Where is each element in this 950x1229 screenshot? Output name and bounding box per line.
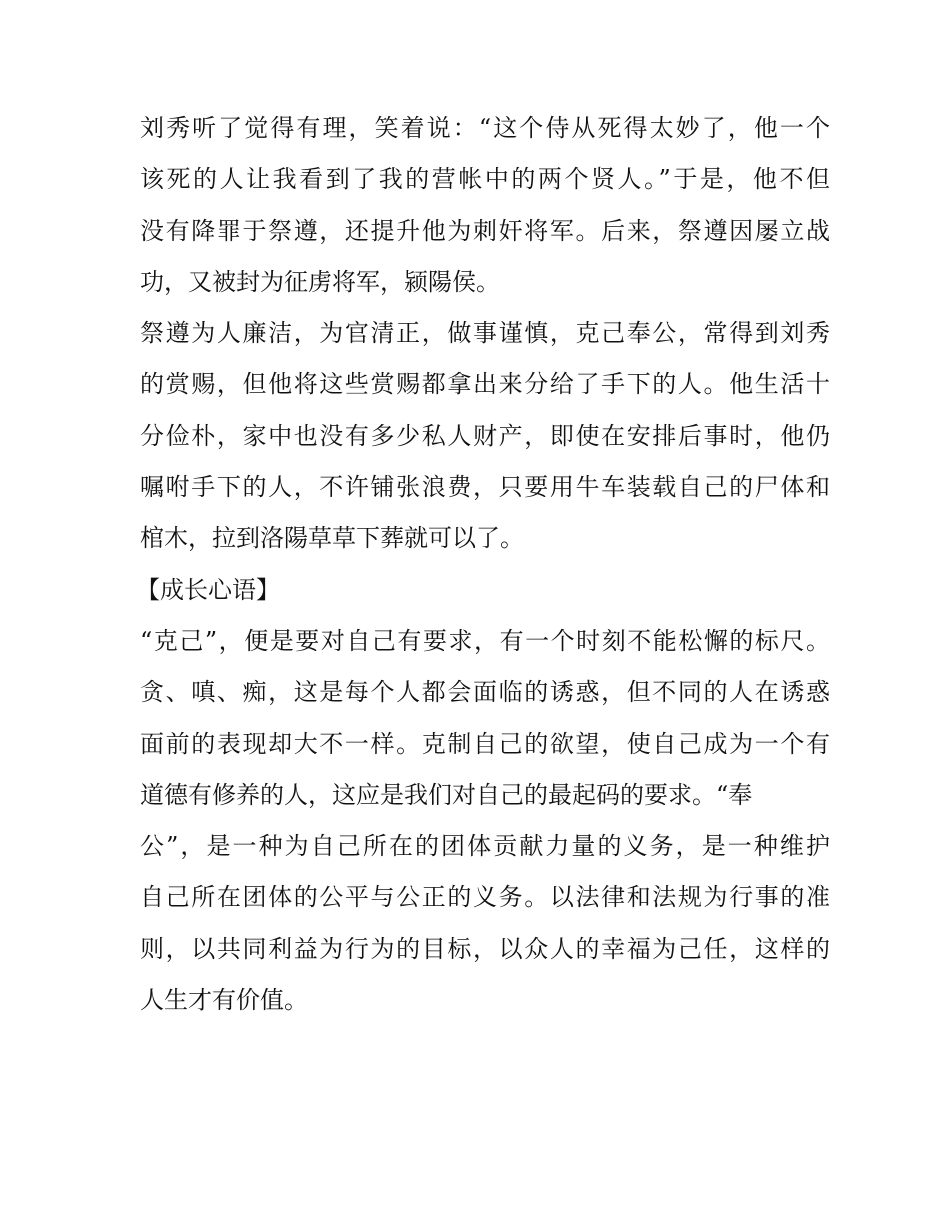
text-line: “克己”，便是要对自己有要求，有一个时刻不能松懈的标尺。 [140,626,830,655]
text-line: 道德有修养的人，这应是我们对自己的最起码的要求。“奉 [140,780,753,809]
text-line: 该死的人让我看到了我的营帐中的两个贤人。”于是，他不但 [140,165,830,194]
paragraph-story-2 [140,308,830,564]
document-page [136,103,830,1026]
paragraph-reflection [140,616,830,1026]
text-line: 棺木，拉到洛陽草草下葬就可以了。 [140,524,524,553]
text-line: 面前的表现却大不一样。克制自己的欲望，使自己成为一个有 [140,729,830,758]
text-line: 自己所在团体的公平与公正的义务。以法律和法规为行事的准 [140,883,830,912]
text-line: 祭遵为人廉洁，为官清正，做事谨慎，克己奉公，常得到刘秀 [140,319,830,348]
section-heading: 【成长心语】 [136,575,280,604]
text-line: 公”，是一种为自己所在的团体贡献力量的义务，是一种维护 [140,832,830,861]
text-line: 功，又被封为征虏将军，颍陽侯。 [140,267,500,296]
text-line: 的赏赐，但他将这些赏赐都拿出来分给了手下的人。他生活十 [140,370,830,399]
text-line: 分俭朴，家中也没有多少私人财产，即使在安排后事时，他仍 [140,421,830,450]
text-line: 人生才有价值。 [140,986,308,1015]
text-line: 没有降罪于祭遵，还提升他为刺奸将军。后来，祭遵因屡立战 [140,216,830,245]
paragraph-story-1 [140,103,830,308]
text-line: 贪、嗔、痴，这是每个人都会面临的诱惑，但不同的人在诱惑 [140,678,830,707]
text-line: 刘秀听了觉得有理，笑着说：“这个侍从死得太妙了，他一个 [140,114,830,142]
text-line: 嘱咐手下的人，不许铺张浪费，只要用牛车装载自己的尸体和 [140,473,830,502]
text-line: 则，以共同利益为行为的目标，以众人的幸福为己任，这样的 [140,934,830,963]
